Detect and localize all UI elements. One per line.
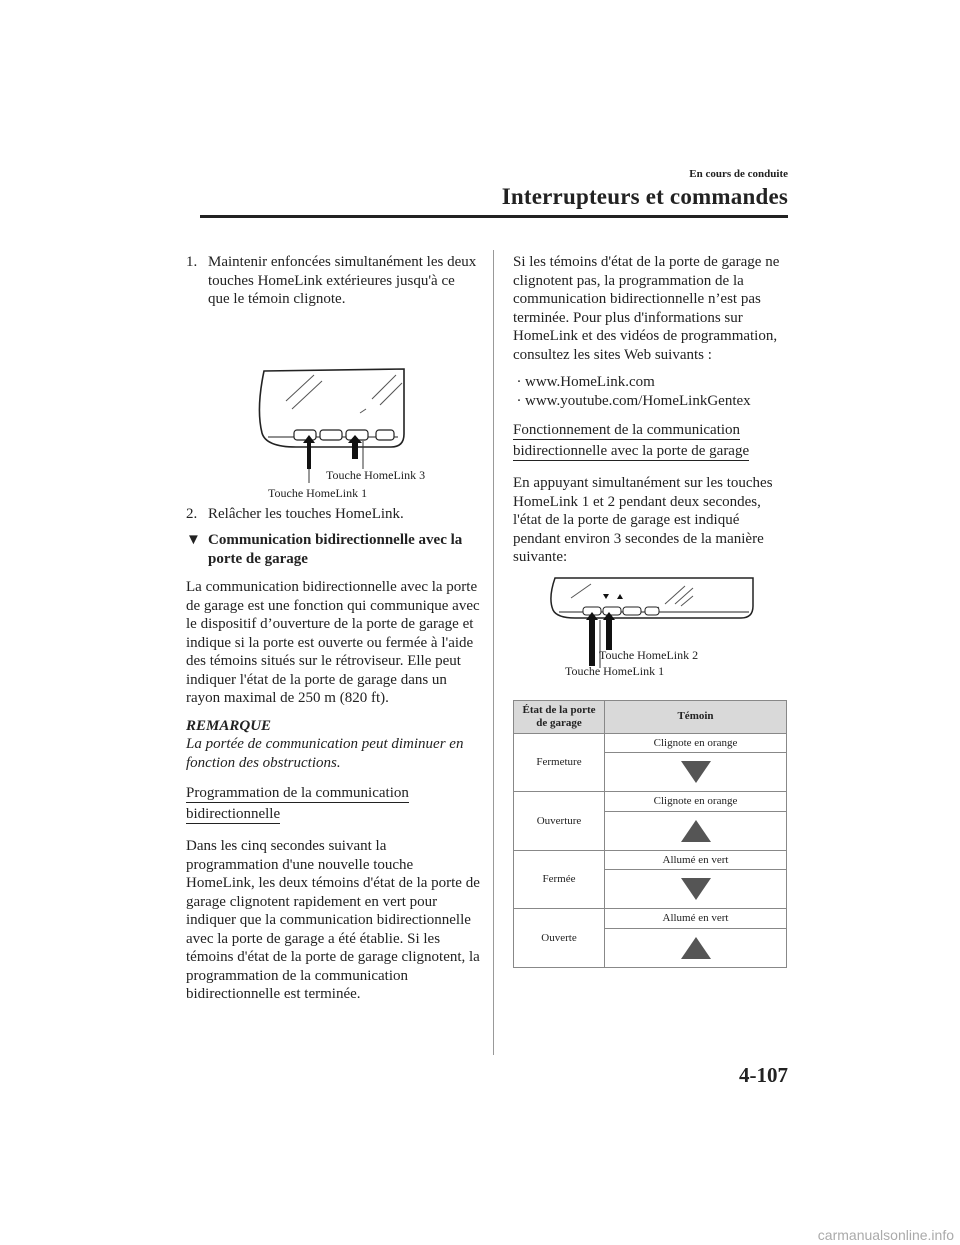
column-header: Témoin xyxy=(605,700,787,733)
section-heading-text: Fonctionnement de la communication bidirectionnelle avec la porte de garage xyxy=(513,422,750,459)
section-name: En cours de conduite xyxy=(689,168,788,180)
up-arrow-icon xyxy=(679,935,713,961)
triangle-bullet-icon: ▼ xyxy=(186,532,201,548)
table-row xyxy=(514,850,787,870)
figure-label: Touche HomeLink 1 xyxy=(268,485,368,500)
subheading xyxy=(186,531,480,568)
up-arrow-icon xyxy=(679,818,713,844)
paragraph: Si les témoins d'état de la porte de garage ne clignotent pas, la programmation de la communication bidirectionnelle n’est pas terminée. Pour plus d'informations sur HomeLink et des vidéos de programmation, consultez les sites Web suivants : xyxy=(513,254,780,363)
indicator-cell: Allumé en vert xyxy=(605,850,787,870)
section-heading-text: Programmation de la communication bidirectionnelle xyxy=(186,785,409,822)
paragraph: Dans les cinq secondes suivant la programmation d'une nouvelle touche HomeLink, les deux témoins d'état de la porte de garage clignotent rapidement en vert pour indiquer que la communication bidirectionnelle avec la porte de garage a été établie. Si les témoins d'état de la porte de garage clignotent, la programmation de la communication bidirectionnelle est terminée. xyxy=(186,838,480,1002)
page-number: 4-107 xyxy=(739,1063,788,1087)
step-text: Relâcher les touches HomeLink. xyxy=(208,505,404,522)
section-heading xyxy=(186,783,480,825)
garage-status-table xyxy=(513,700,787,968)
paragraph: La communication bidirectionnelle avec la porte de garage est une fonction qui communique avec le dispositif d’ouverture de la porte de garage et indique si la porte est ouverte ou fermée à l'aide des témoins situés sur le rétroviseur. Elle peut indiquer l'état de la porte de garage dans un rayon maximal de 250 m (820 ft). xyxy=(186,579,480,706)
state-cell: Fermée xyxy=(514,850,605,909)
step-text: Maintenir enfoncées simultanément les deux touches HomeLink extérieures jusqu'à ce que le témoin clignote. xyxy=(208,254,477,307)
figure-label: Touche HomeLink 3 xyxy=(326,467,426,482)
right-column xyxy=(513,253,790,968)
bullet-icon: · xyxy=(516,374,522,390)
bullet-icon: · xyxy=(516,392,522,409)
table-row xyxy=(514,733,787,753)
link-text: www.HomeLink.com xyxy=(525,374,655,390)
arrow-cell xyxy=(605,811,787,850)
indicator-cell: Clignote en orange xyxy=(605,792,787,812)
rearview-mirror-illustration xyxy=(186,309,480,487)
pointer-arrow-icon xyxy=(586,612,598,666)
indicator-cell: Clignote en orange xyxy=(605,733,787,753)
link-text: www.youtube.com/HomeLinkGentex xyxy=(525,392,751,409)
step-2 xyxy=(186,505,480,524)
state-cell: Ouverture xyxy=(514,792,605,851)
state-cell: Ouverte xyxy=(514,909,605,968)
link-item[interactable] xyxy=(513,373,790,392)
down-arrow-icon xyxy=(679,876,713,902)
table-header-row xyxy=(514,700,787,733)
step-number: 2. xyxy=(186,505,198,522)
step-number: 1. xyxy=(186,254,198,270)
down-arrow-icon xyxy=(679,759,713,785)
figure-label: Touche HomeLink 2 xyxy=(599,647,699,662)
section-heading xyxy=(513,420,790,462)
indicator-cell: Allumé en vert xyxy=(605,909,787,929)
table-row xyxy=(514,909,787,929)
state-cell: Fermeture xyxy=(514,733,605,792)
subheading-text: Communication bidirectionnelle avec la porte de garage xyxy=(208,532,463,567)
arrow-cell xyxy=(605,753,787,792)
mirror-figure-2 xyxy=(513,576,790,686)
note-title: REMARQUE xyxy=(186,717,272,734)
column-header: État de la porte de garage xyxy=(514,700,605,733)
header-rule xyxy=(200,215,788,218)
page-title: Interrupteurs et commandes xyxy=(501,184,788,209)
table-row xyxy=(514,792,787,812)
left-column xyxy=(186,253,480,1013)
link-item[interactable] xyxy=(513,392,790,411)
column-divider xyxy=(493,250,494,1055)
step-1 xyxy=(186,253,480,309)
paragraph: En appuyant simultanément sur les touches HomeLink 1 et 2 pendant deux secondes, l'état de la porte de garage est indiqué pendant environ 3 secondes de la manière suivante: xyxy=(513,475,773,565)
mirror-figure-1 xyxy=(186,309,480,500)
note-text: La portée de communication peut diminuer en fonction des obstructions. xyxy=(186,736,464,771)
figure-label: Touche HomeLink 1 xyxy=(565,663,665,678)
watermark: carmanualsonline.info xyxy=(817,1227,954,1243)
arrow-cell xyxy=(605,928,787,967)
pointer-arrow-icon xyxy=(603,612,615,650)
arrow-cell xyxy=(605,870,787,909)
